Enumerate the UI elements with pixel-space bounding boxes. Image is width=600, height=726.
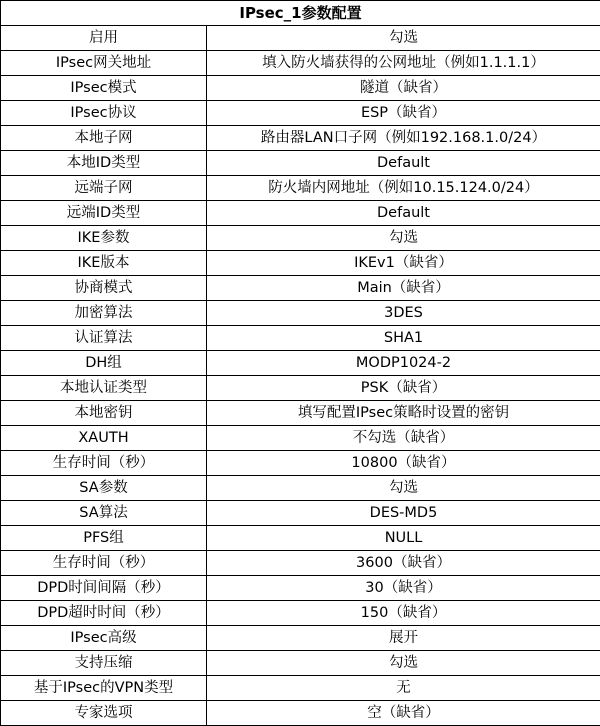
param-name-cell: SA参数 bbox=[1, 476, 207, 501]
table-row bbox=[1, 501, 600, 526]
param-name-cell: 认证算法 bbox=[1, 326, 207, 351]
table-body bbox=[1, 26, 600, 726]
param-name-cell: IPsec协议 bbox=[1, 101, 207, 126]
table-row bbox=[1, 276, 600, 301]
param-value-cell: 勾选 bbox=[207, 226, 600, 251]
table-row bbox=[1, 701, 600, 726]
table-row bbox=[1, 476, 600, 501]
param-name-cell: DH组 bbox=[1, 351, 207, 376]
param-name-cell: 支持压缩 bbox=[1, 651, 207, 676]
param-name-cell: XAUTH bbox=[1, 426, 207, 451]
table-row bbox=[1, 451, 600, 476]
param-value-cell: 30（缺省） bbox=[207, 576, 600, 601]
param-name-cell: 远端子网 bbox=[1, 176, 207, 201]
param-name-cell: SA算法 bbox=[1, 501, 207, 526]
param-value-cell: 不勾选（缺省） bbox=[207, 426, 600, 451]
param-name-cell: 启用 bbox=[1, 26, 207, 51]
param-name-cell: 生存时间（秒） bbox=[1, 551, 207, 576]
param-name-cell: DPD时间间隔（秒） bbox=[1, 576, 207, 601]
table-row bbox=[1, 176, 600, 201]
param-value-cell: NULL bbox=[207, 526, 600, 551]
param-value-cell: Main（缺省） bbox=[207, 276, 600, 301]
param-value-cell: IKEv1（缺省） bbox=[207, 251, 600, 276]
table-row bbox=[1, 376, 600, 401]
table-row bbox=[1, 51, 600, 76]
param-value-cell: 150（缺省） bbox=[207, 601, 600, 626]
table-row bbox=[1, 151, 600, 176]
param-name-cell: 本地密钥 bbox=[1, 401, 207, 426]
param-name-cell: IKE版本 bbox=[1, 251, 207, 276]
table-row bbox=[1, 301, 600, 326]
param-name-cell: 专家选项 bbox=[1, 701, 207, 726]
param-value-cell: 勾选 bbox=[207, 476, 600, 501]
param-value-cell: 勾选 bbox=[207, 26, 600, 51]
table-row bbox=[1, 601, 600, 626]
param-value-cell: Default bbox=[207, 151, 600, 176]
param-name-cell: 生存时间（秒） bbox=[1, 451, 207, 476]
param-name-cell: 远端ID类型 bbox=[1, 201, 207, 226]
table-row bbox=[1, 351, 600, 376]
table-row bbox=[1, 576, 600, 601]
param-value-cell: 填写配置IPsec策略时设置的密钥 bbox=[207, 401, 600, 426]
param-value-cell: 3DES bbox=[207, 301, 600, 326]
table-row bbox=[1, 26, 600, 51]
table-row bbox=[1, 676, 600, 701]
table-row bbox=[1, 76, 600, 101]
param-value-cell: 10800（缺省） bbox=[207, 451, 600, 476]
param-value-cell: PSK（缺省） bbox=[207, 376, 600, 401]
param-name-cell: 本地认证类型 bbox=[1, 376, 207, 401]
param-name-cell: IKE参数 bbox=[1, 226, 207, 251]
table-row bbox=[1, 201, 600, 226]
param-value-cell: MODP1024-2 bbox=[207, 351, 600, 376]
param-name-cell: IPsec模式 bbox=[1, 76, 207, 101]
table-row bbox=[1, 651, 600, 676]
param-value-cell: 防火墙内网地址（例如10.15.124.0/24） bbox=[207, 176, 600, 201]
param-name-cell: 本地ID类型 bbox=[1, 151, 207, 176]
param-name-cell: IPsec高级 bbox=[1, 626, 207, 651]
table-row bbox=[1, 126, 600, 151]
table-row bbox=[1, 226, 600, 251]
param-value-cell: 路由器LAN口子网（例如192.168.1.0/24） bbox=[207, 126, 600, 151]
param-name-cell: 协商模式 bbox=[1, 276, 207, 301]
table-title: IPsec_1参数配置 bbox=[1, 1, 600, 26]
table-row bbox=[1, 626, 600, 651]
param-name-cell: 本地子网 bbox=[1, 126, 207, 151]
table-row bbox=[1, 551, 600, 576]
param-value-cell: 展开 bbox=[207, 626, 600, 651]
table-row bbox=[1, 251, 600, 276]
param-value-cell: DES-MD5 bbox=[207, 501, 600, 526]
table-row bbox=[1, 101, 600, 126]
param-value-cell: 无 bbox=[207, 676, 600, 701]
param-value-cell: 隧道（缺省） bbox=[207, 76, 600, 101]
table-row bbox=[1, 401, 600, 426]
param-name-cell: PFS组 bbox=[1, 526, 207, 551]
param-name-cell: DPD超时时间（秒） bbox=[1, 601, 207, 626]
param-value-cell: 填入防火墙获得的公网地址（例如1.1.1.1） bbox=[207, 51, 600, 76]
param-value-cell: ESP（缺省） bbox=[207, 101, 600, 126]
param-value-cell: 勾选 bbox=[207, 651, 600, 676]
param-value-cell: Default bbox=[207, 201, 600, 226]
param-name-cell: 基于IPsec的VPN类型 bbox=[1, 676, 207, 701]
table-row bbox=[1, 426, 600, 451]
param-name-cell: 加密算法 bbox=[1, 301, 207, 326]
table-row bbox=[1, 326, 600, 351]
table-title-row bbox=[1, 1, 600, 26]
param-value-cell: 3600（缺省） bbox=[207, 551, 600, 576]
param-name-cell: IPsec网关地址 bbox=[1, 51, 207, 76]
table-row bbox=[1, 526, 600, 551]
param-value-cell: 空（缺省） bbox=[207, 701, 600, 726]
param-value-cell: SHA1 bbox=[207, 326, 600, 351]
